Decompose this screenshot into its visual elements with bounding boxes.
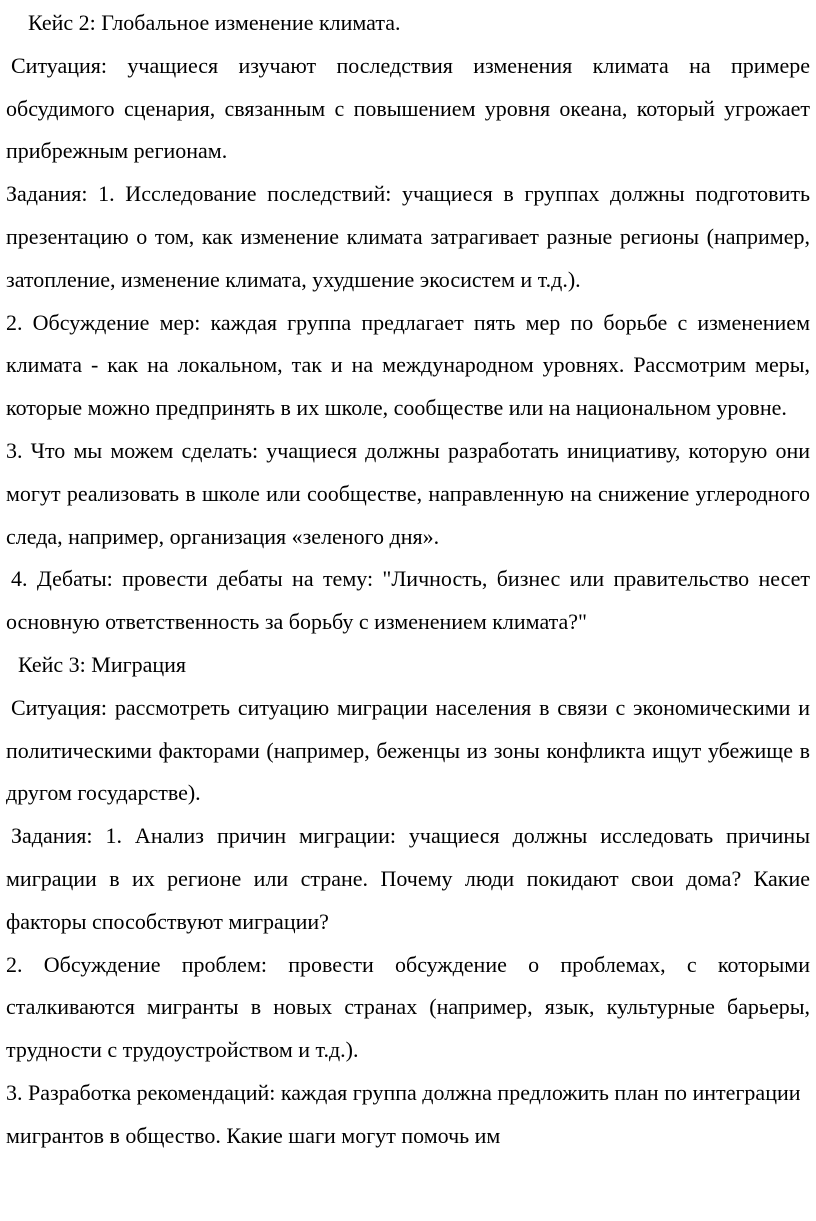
case-2-heading: Кейс 2: Глобальное изменение климата. bbox=[28, 10, 401, 35]
case-2-task-1: Задания: 1. Исследование последствий: учащиеся в группах должны подготовить презентацию о том, как изменение климата затрагивает разные регионы (например, затопление, изменение климата, ухудшение экосистем и т.д.). bbox=[6, 181, 810, 292]
case-3-task-3: 3. Разработка рекомендаций: каждая группа должна предложить план по интеграции мигрантов в общество. Какие шаги могут помочь им bbox=[6, 1079, 801, 1148]
case-3-task-1: Задания: 1. Анализ причин миграции: учащиеся должны исследовать причины миграции в их регионе или стране. Почему люди покидают свои дома? Какие факторы способствуют миграции? bbox=[6, 823, 810, 934]
case-3-heading: Кейс 3: Миграция bbox=[18, 651, 187, 677]
case-2-task-2: 2. Обсуждение мер: каждая группа предлагает пять мер по борьбе с изменением климата - как на локальном, так и на международном уровнях. Рассмотрим меры, которые можно предпринять в их школе, сообществе или на национальном уровне. bbox=[6, 309, 810, 421]
case-3-situation: Ситуация: рассмотреть ситуацию миграции населения в связи с экономическими и политическими факторами (например, беженцы из зоны конфликта ищут убежище в другом государстве). bbox=[6, 694, 810, 806]
case-2-task-3: 3. Что мы можем сделать: учащиеся должны разработать инициативу, которую они могут реализовать в школе или сообществе, направленную на снижение углеродного следа, например, организация «зеленого дня». bbox=[6, 437, 810, 549]
case-3-task-2: 2. Обсуждение проблем: провести обсуждение о проблемах, с которыми сталкиваются мигранты в новых странах (например, язык, культурные барьеры, трудности с трудоустройством и т.д.). bbox=[6, 951, 810, 1063]
case-2-situation: Ситуация: учащиеся изучают последствия изменения климата на примере обсудимого сценария, связанным с повышением уровня океана, который угрожает прибрежным регионам. bbox=[6, 52, 810, 164]
case-2-task-4: 4. Дебаты: провести дебаты на тему: "Личность, бизнес или правительство несет основную ответственность за борьбу с изменением климата?" bbox=[6, 566, 810, 635]
